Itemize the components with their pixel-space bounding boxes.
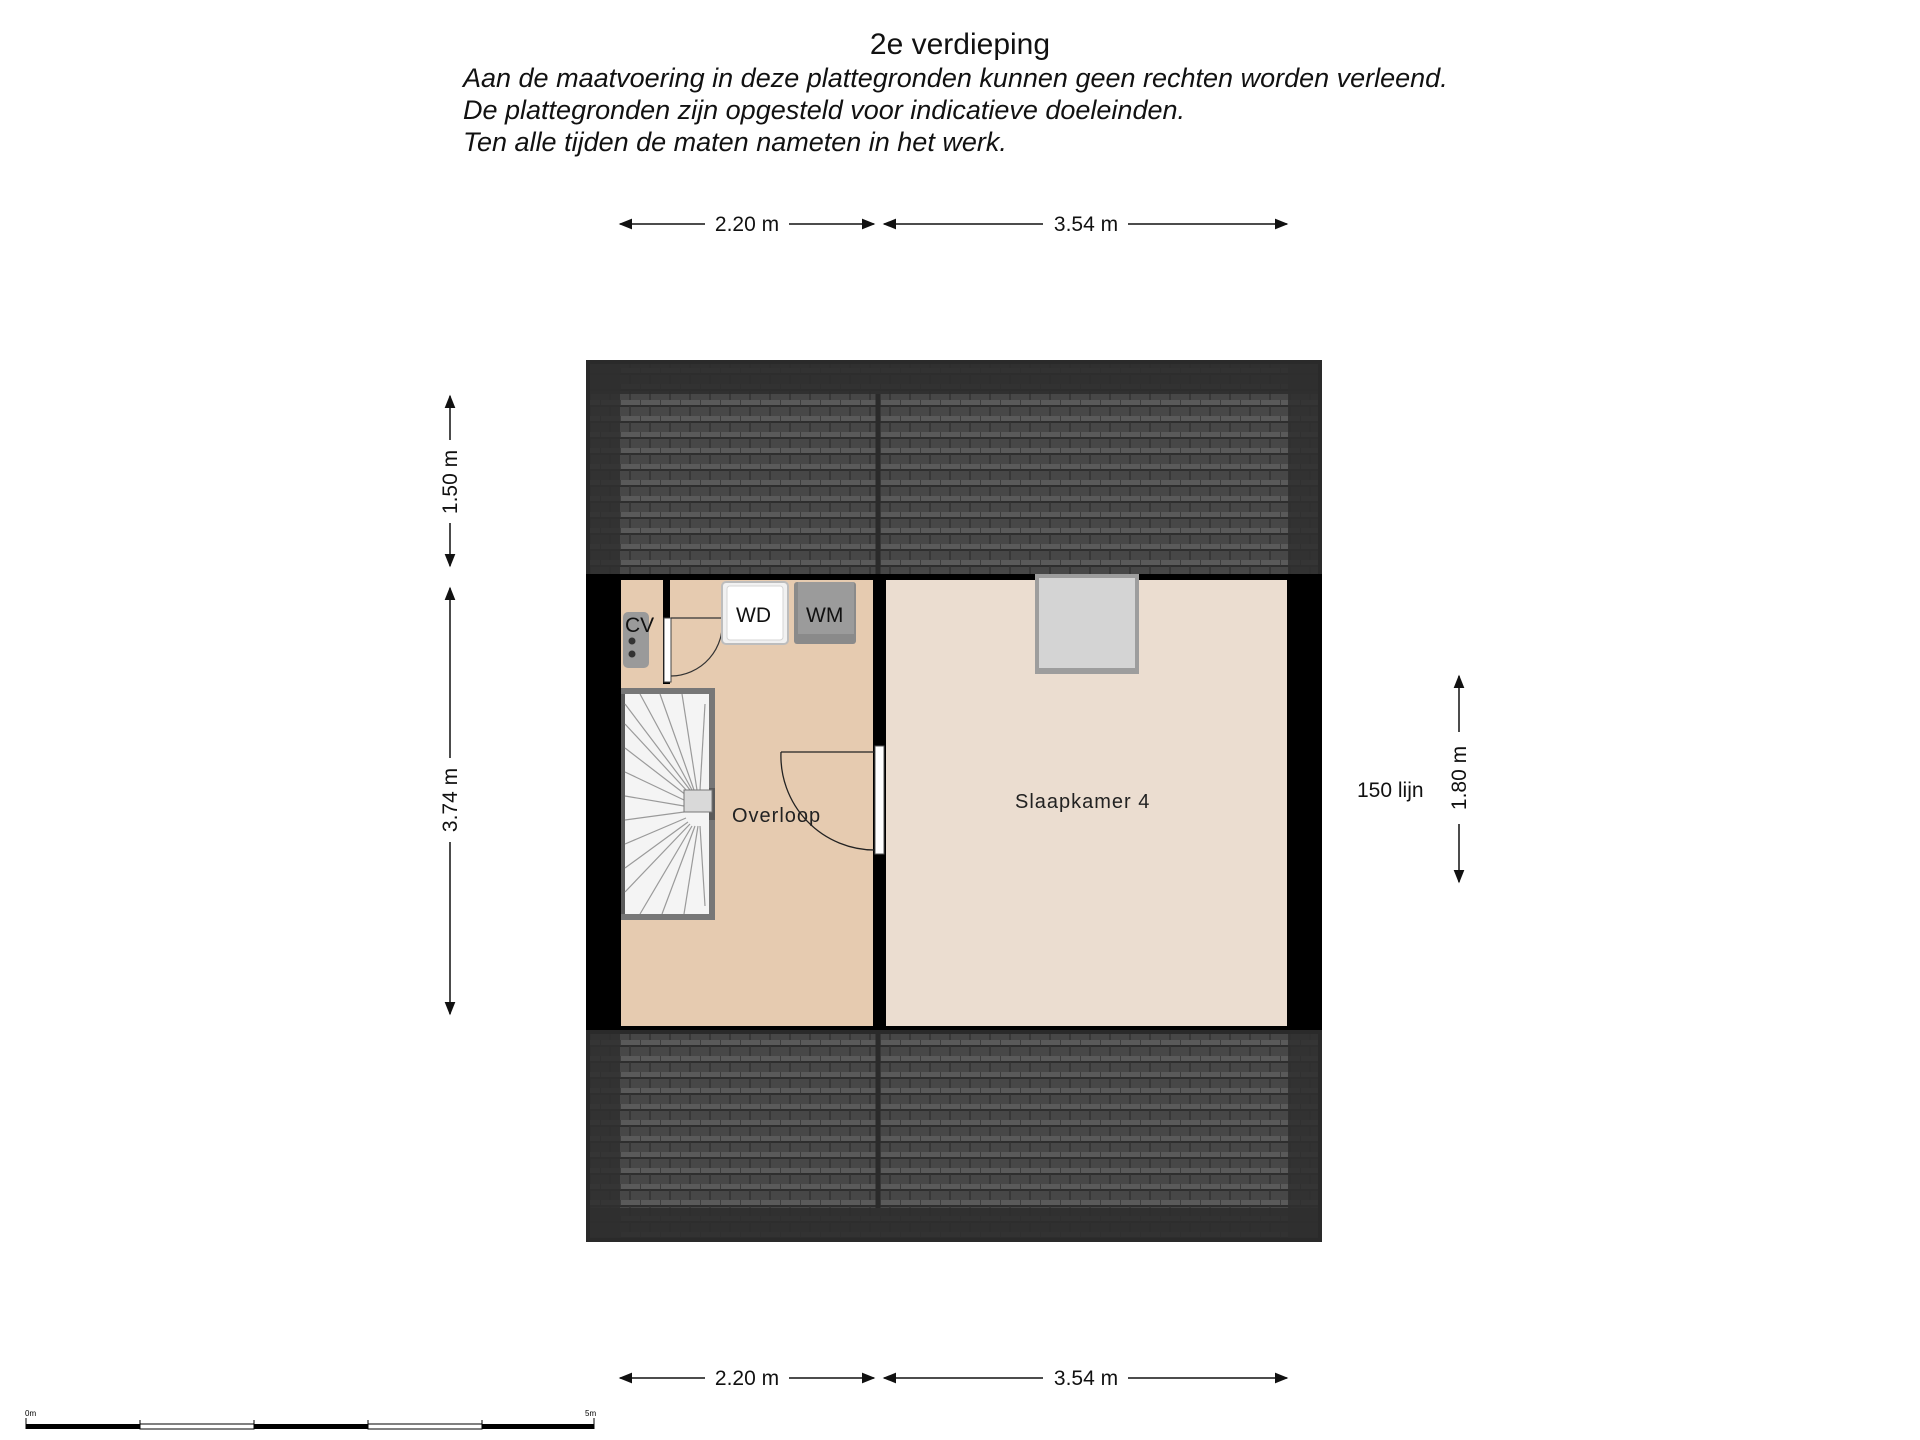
dim-bottom-right: 3.54 m [1053,1367,1119,1390]
dim-left-lower: 3.74 m [439,767,462,833]
dim-right-height: 1.80 m [1448,745,1471,811]
dim-top-left: 2.20 m [714,213,780,236]
disclaimer-line-1: Aan de maatvoering in deze plattegronden kunnen geen rechten worden verleend. [463,63,1448,93]
dryer-label: WD [736,604,771,627]
washer-label: WM [806,604,844,627]
dim-top-right: 3.54 m [1053,213,1119,236]
room-label-overloop: Overloop [732,805,822,827]
dim-right-note: 150 lijn [1357,779,1424,802]
scale-start: 0m [25,1409,37,1418]
skylight [1035,574,1139,674]
room-label-slaapkamer: Slaapkamer 4 [1015,791,1151,813]
roof-top [586,360,1322,578]
dim-bottom-left: 2.20 m [714,1367,780,1390]
scale-bar [25,1409,596,1429]
dim-left-upper: 1.50 m [439,449,462,515]
disclaimer-line-3: Ten alle tijden de maten nameten in het werk. [463,127,1007,157]
staircase [621,688,715,920]
scale-end: 5m [585,1409,597,1418]
cv-label: CV [625,614,655,637]
roof-bottom [586,1030,1322,1242]
floor-title: 2e verdieping [869,28,1051,61]
disclaimer-line-2: De plattegronden zijn opgesteld voor indicatieve doeleinden. [463,95,1185,125]
